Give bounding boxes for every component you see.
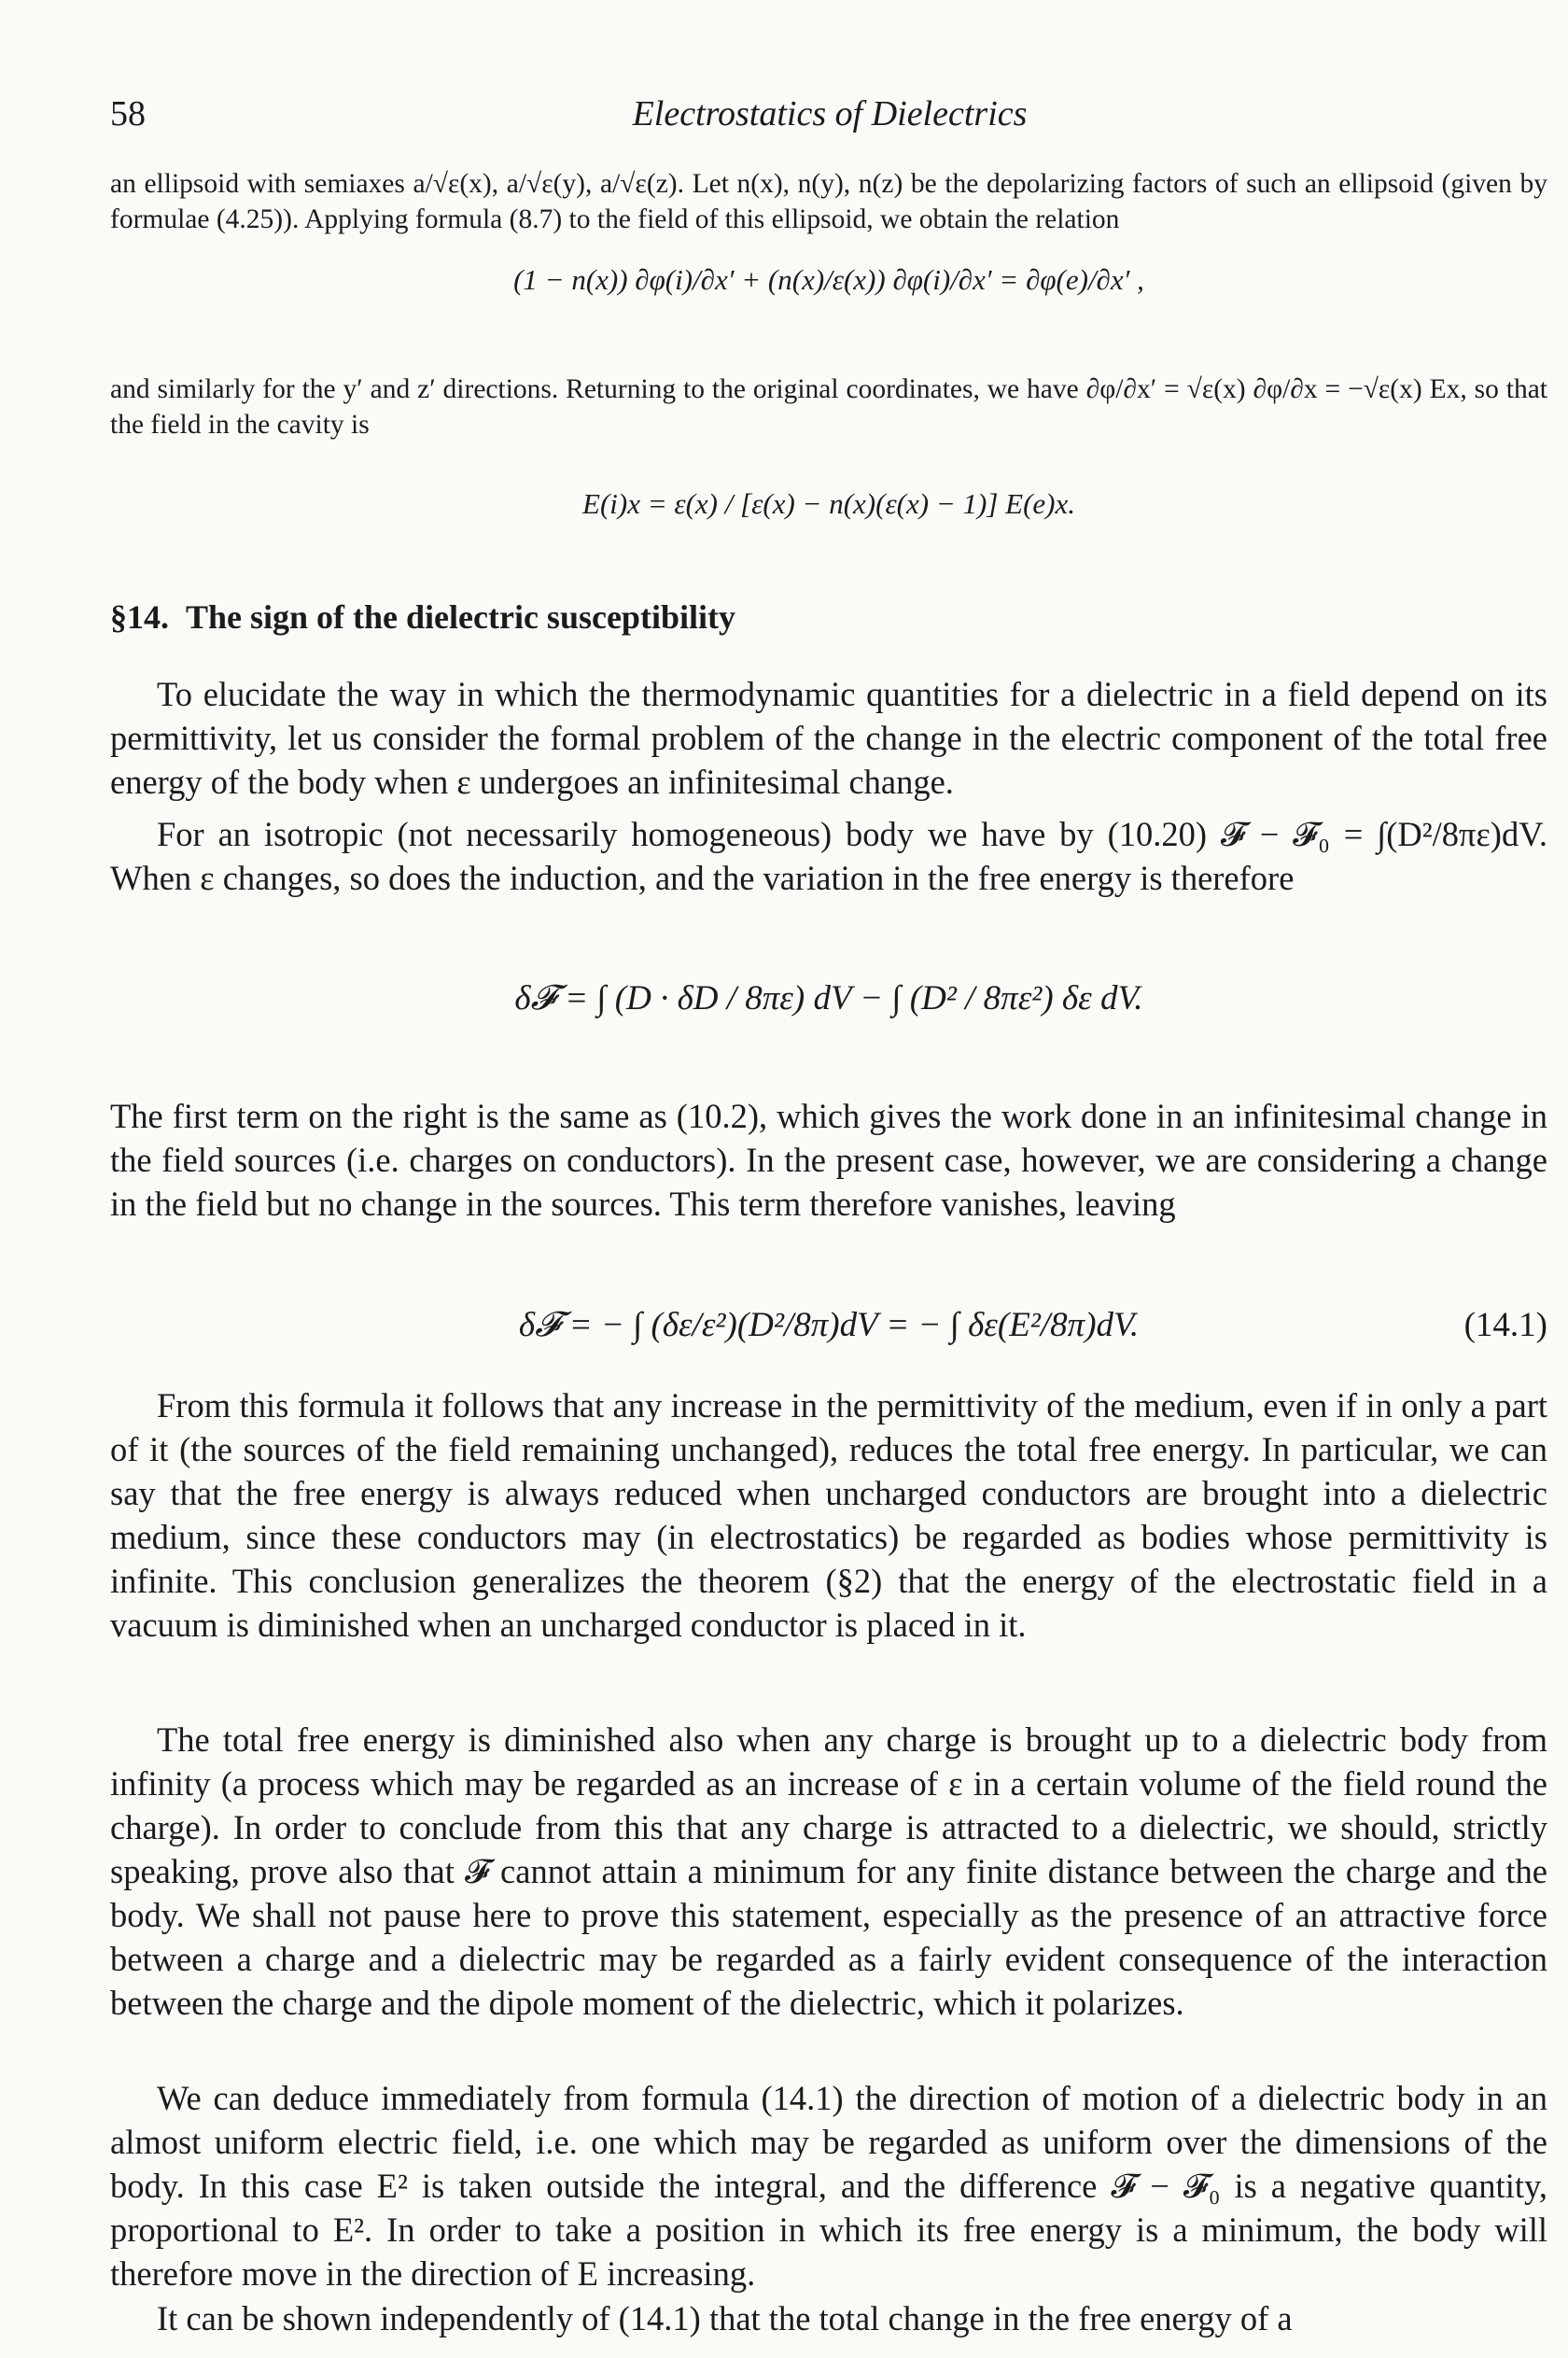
section-number: §14. [110, 598, 169, 636]
paragraph-text: From this formula it follows that any increase in the permittivity of the medium, even if in only a part of it (the sources of the field remaining unchanged), reduces the total free energy. In particular, we can say that the free energy is always reduced when uncharged conductors are brought into a dielectric medium, since these conductors may (in electrostatics) be regarded as bodies whose permittivity is infinite. This conclusion generalizes the theorem (§2) that the energy of the electrostatic field in a vacuum is diminished when an uncharged conductor is placed in it. [110, 1386, 1547, 1644]
paragraph-text: It can be shown independently of (14.1) that the total change in the free energy of a [157, 2299, 1293, 2337]
body-paragraph-3 [110, 1094, 1547, 1226]
body-paragraph-2 [110, 812, 1547, 900]
equation-depolarizing-relation [110, 263, 1547, 297]
equation-cavity-field [110, 487, 1547, 521]
equation-text: δ𝓕 = ∫ (D · δD / 8πε) dV − ∫ (D² / 8πε²) δε dV. [514, 979, 1143, 1018]
equation-number: (14.1) [1463, 1306, 1547, 1344]
intro-paragraph-1 [110, 166, 1547, 237]
equation-14-1 [110, 1305, 1547, 1345]
equation-text: E(i)x = ε(x) / [ε(x) − n(x)(ε(x) − 1)] E(e)x. [582, 487, 1075, 520]
intro-text-1: an ellipsoid with semiaxes a/√ε(x), a/√ε(y), a/√ε(z). Let n(x), n(y), n(z) be the depolarizing factors of such an ellipsoid (given by formulae (4.25)). Applying formula (8.7) to the field of this ellipsoid, we obtain the relation [110, 169, 1547, 234]
running-title: Electrostatics of Dielectrics [632, 94, 1028, 133]
page-header [110, 93, 1493, 149]
equation-free-energy-variation [110, 978, 1547, 1018]
equation-text: δ𝓕 = − ∫ (δε/ε²)(D²/8π)dV = − ∫ δε(E²/8π)dV. [518, 1306, 1140, 1344]
body-paragraph-5 [110, 1718, 1547, 2025]
page-number: 58 [110, 94, 146, 133]
body-paragraph-4 [110, 1383, 1547, 1647]
paragraph-text: For an isotropic (not necessarily homogeneous) body we have by (10.20) 𝓕 − 𝓕₀ = ∫(D²/8πε)dV. When ε changes, so does the induction, and the variation in the free energy is therefore [110, 815, 1547, 897]
intro-paragraph-2 [110, 372, 1547, 442]
body-paragraph-1 [110, 672, 1547, 804]
equation-text: (1 − n(x)) ∂φ(i)/∂x′ + (n(x)/ε(x)) ∂φ(i)/∂x′ = ∂φ(e)/∂x′ , [513, 263, 1144, 296]
body-paragraph-6 [110, 2076, 1547, 2295]
body-paragraph-7 [110, 2296, 1547, 2340]
paragraph-text: The first term on the right is the same as (10.2), which gives the work done in an infinitesimal change in the field sources (i.e. charges on conductors). In the present case, however, we are considering a change in the field but no change in the sources. This term therefore vanishes, leaving [110, 1097, 1547, 1223]
section-heading [110, 597, 735, 637]
paragraph-text: To elucidate the way in which the thermodynamic quantities for a dielectric in a field depend on its permittivity, let us consider the formal problem of the change in the electric component of the total free energy of the body when ε undergoes an infinitesimal change. [110, 675, 1547, 801]
intro-text-2: and similarly for the y′ and z′ directions. Returning to the original coordinates, we have ∂φ/∂x′ = √ε(x) ∂φ/∂x = −√ε(x) Ex, so that the field in the cavity is [110, 374, 1547, 440]
section-title: The sign of the dielectric susceptibility [186, 598, 735, 636]
paragraph-text: The total free energy is diminished also when any charge is brought up to a dielectric body from infinity (a process which may be regarded as an increase of ε in a certain volume of the field round the charge). In order to conclude from this that any charge is attracted to a dielectric, we should, strictly speaking, prove also that 𝓕 cannot attain a minimum for any finite distance between the charge and the body. We shall not pause here to prove this statement, especially as the presence of an attractive force between a charge and a dielectric may be regarded as a fairly evident consequence of the interaction between the charge and the dipole moment of the dielectric, which it polarizes. [110, 1720, 1547, 2022]
paragraph-text: We can deduce immediately from formula (14.1) the direction of motion of a dielectric body in an almost uniform electric field, i.e. one which may be regarded as uniform over the dimensions of the body. In this case E² is taken outside the integral, and the difference 𝓕 − 𝓕₀ is a negative quantity, proportional to E². In order to take a position in which its free energy is a minimum, the body will therefore move in the direction of E increasing. [110, 2079, 1547, 2293]
